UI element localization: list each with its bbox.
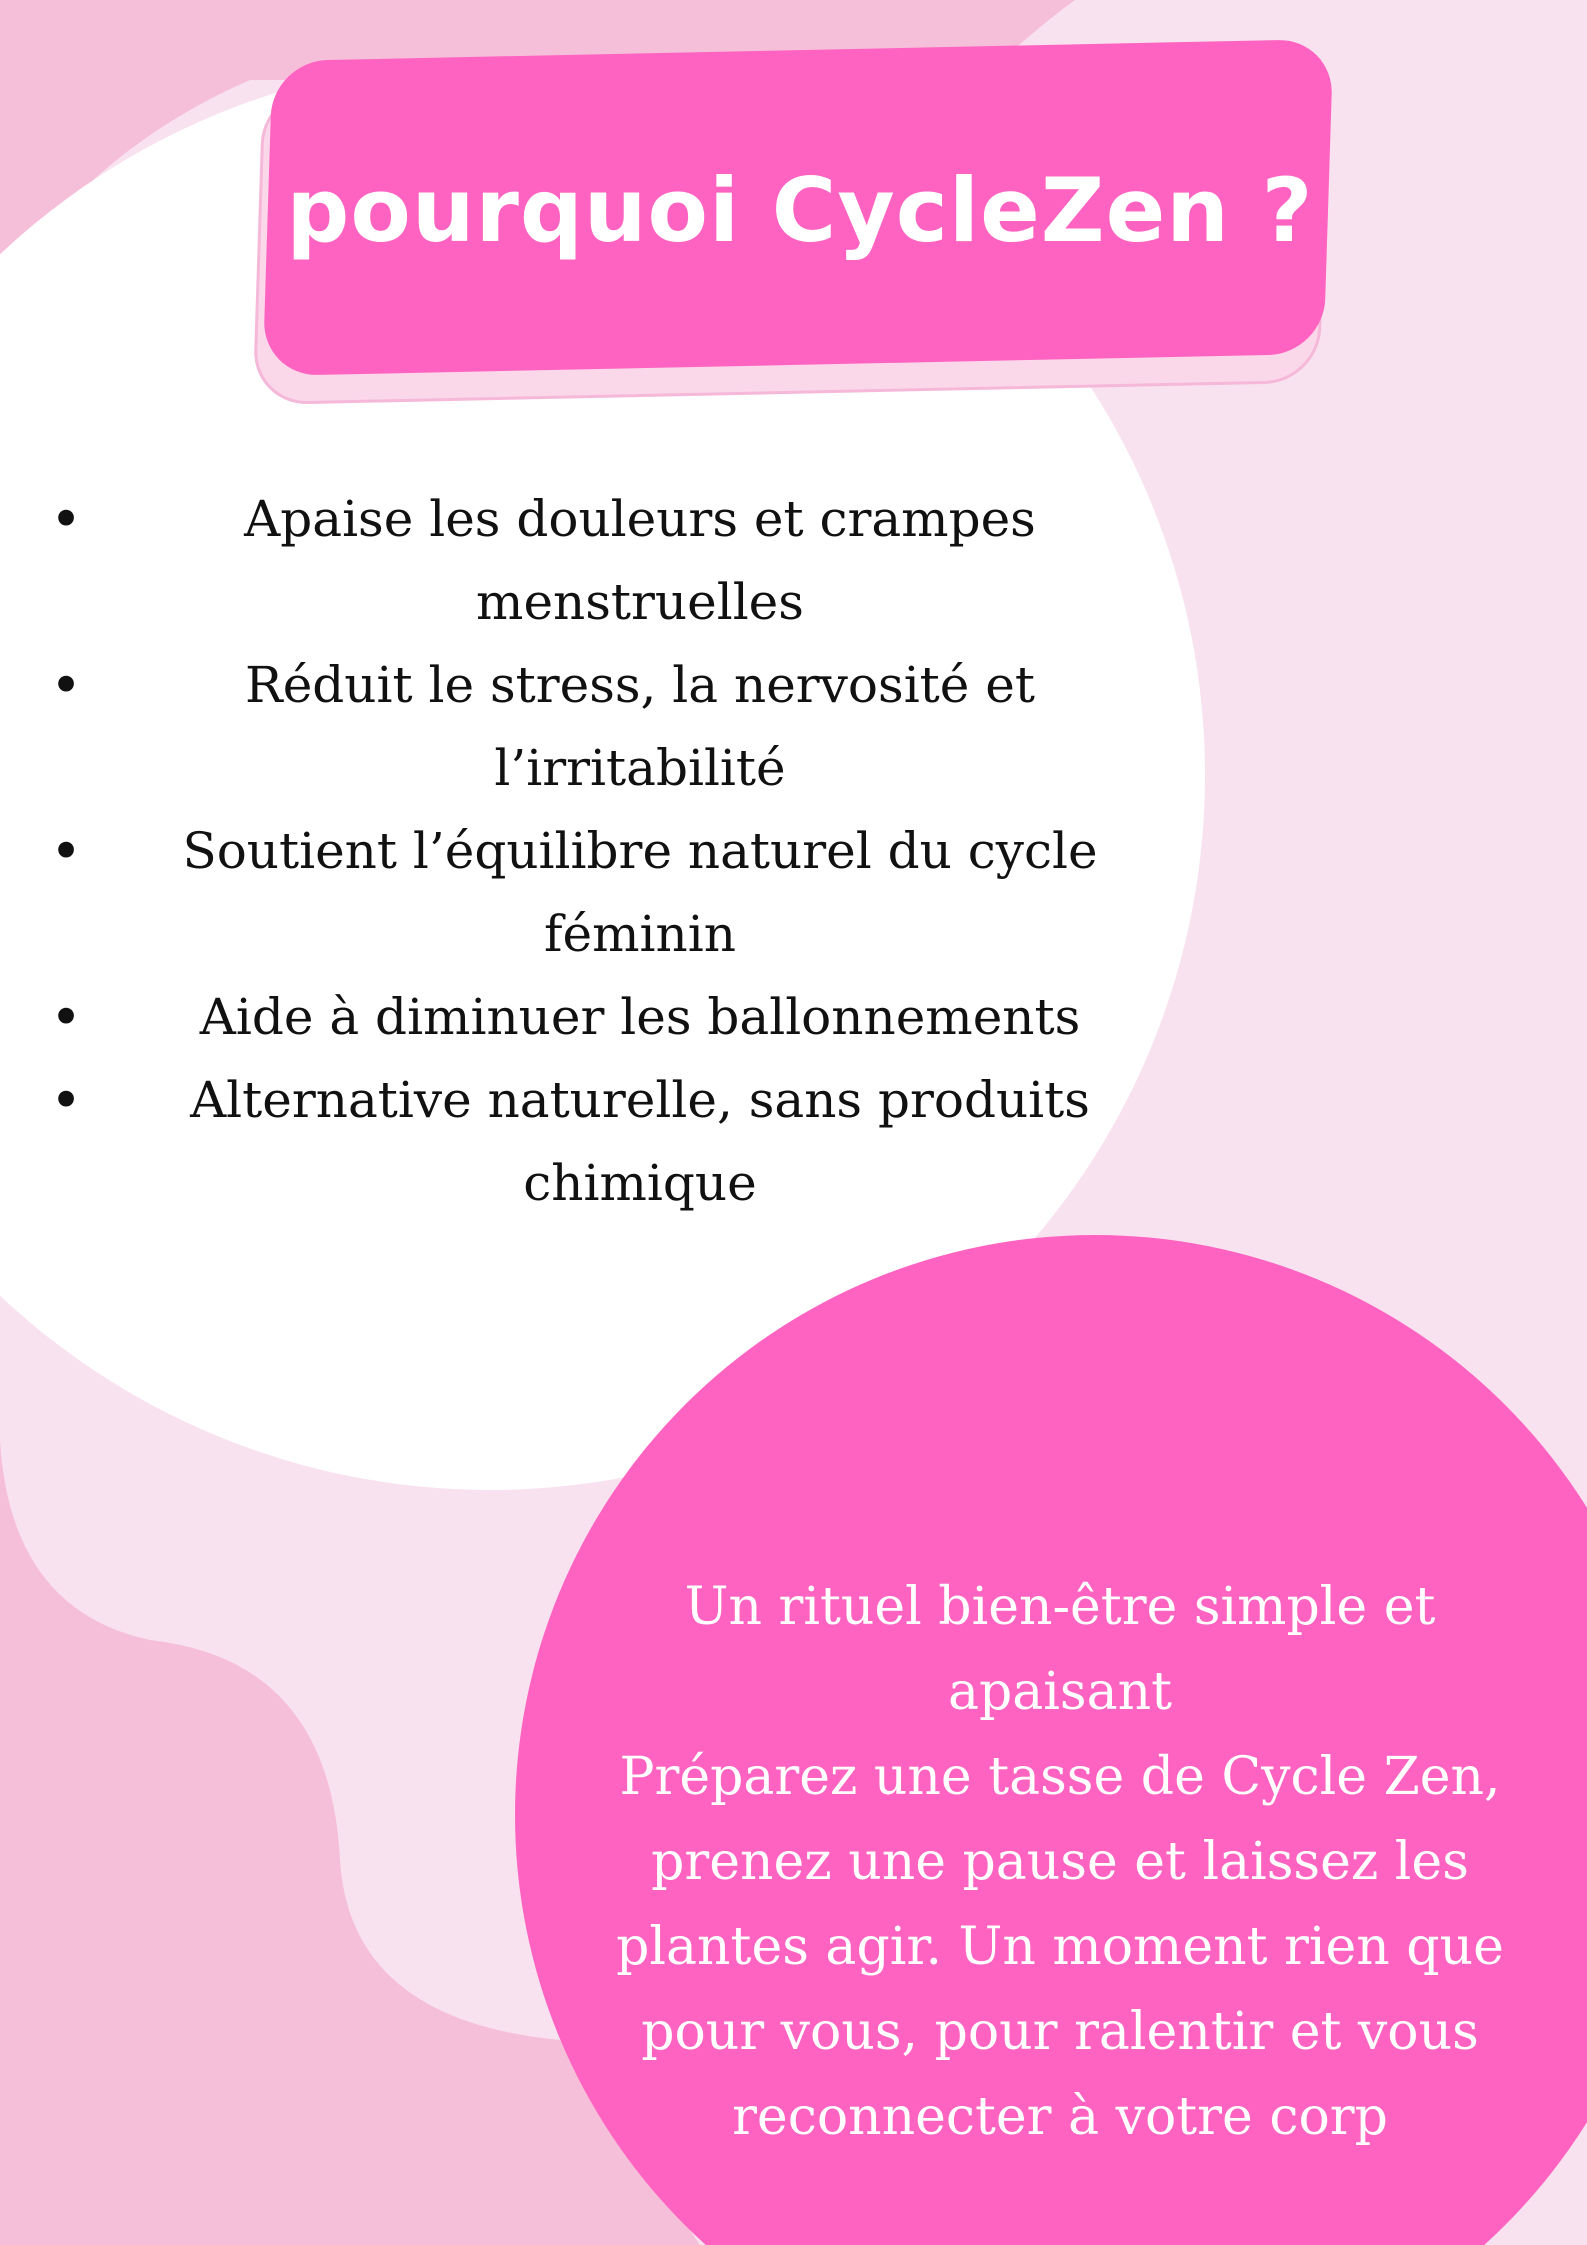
bullet-dot-icon: • xyxy=(50,654,82,717)
bullet-dot-icon: • xyxy=(50,986,82,1049)
title-banner xyxy=(250,20,1350,410)
list-item xyxy=(40,976,1160,1059)
bullet-dot-icon: • xyxy=(50,488,82,551)
ritual-text xyxy=(580,1565,1540,2160)
ritual-heading: Un rituel bien-être simple et apaisant xyxy=(684,1577,1436,1722)
benefits-list xyxy=(40,478,1160,1225)
benefit-text: Alternative naturelle, sans produits chimique xyxy=(190,1071,1090,1212)
benefit-text: Aide à diminuer les ballonnements xyxy=(199,988,1081,1046)
list-item xyxy=(40,1059,1160,1225)
benefit-text: Réduit le stress, la nervosité et l’irritabilité xyxy=(245,656,1035,797)
benefit-text: Soutient l’équilibre naturel du cycle féminin xyxy=(182,822,1098,963)
bullet-dot-icon: • xyxy=(50,1069,82,1132)
bullet-dot-icon: • xyxy=(50,820,82,883)
benefit-text: Apaise les douleurs et crampes menstruelles xyxy=(244,490,1036,631)
page-title: pourquoi CycleZen ? xyxy=(286,158,1314,262)
ritual-body: Préparez une tasse de Cycle Zen, prenez une pause et laissez les plantes agir. Un moment rien que pour vous, pour ralentir et vous reconnecter à votre corp xyxy=(616,1747,1504,2147)
list-item xyxy=(40,478,1160,644)
list-item xyxy=(40,644,1160,810)
list-item xyxy=(40,810,1160,976)
